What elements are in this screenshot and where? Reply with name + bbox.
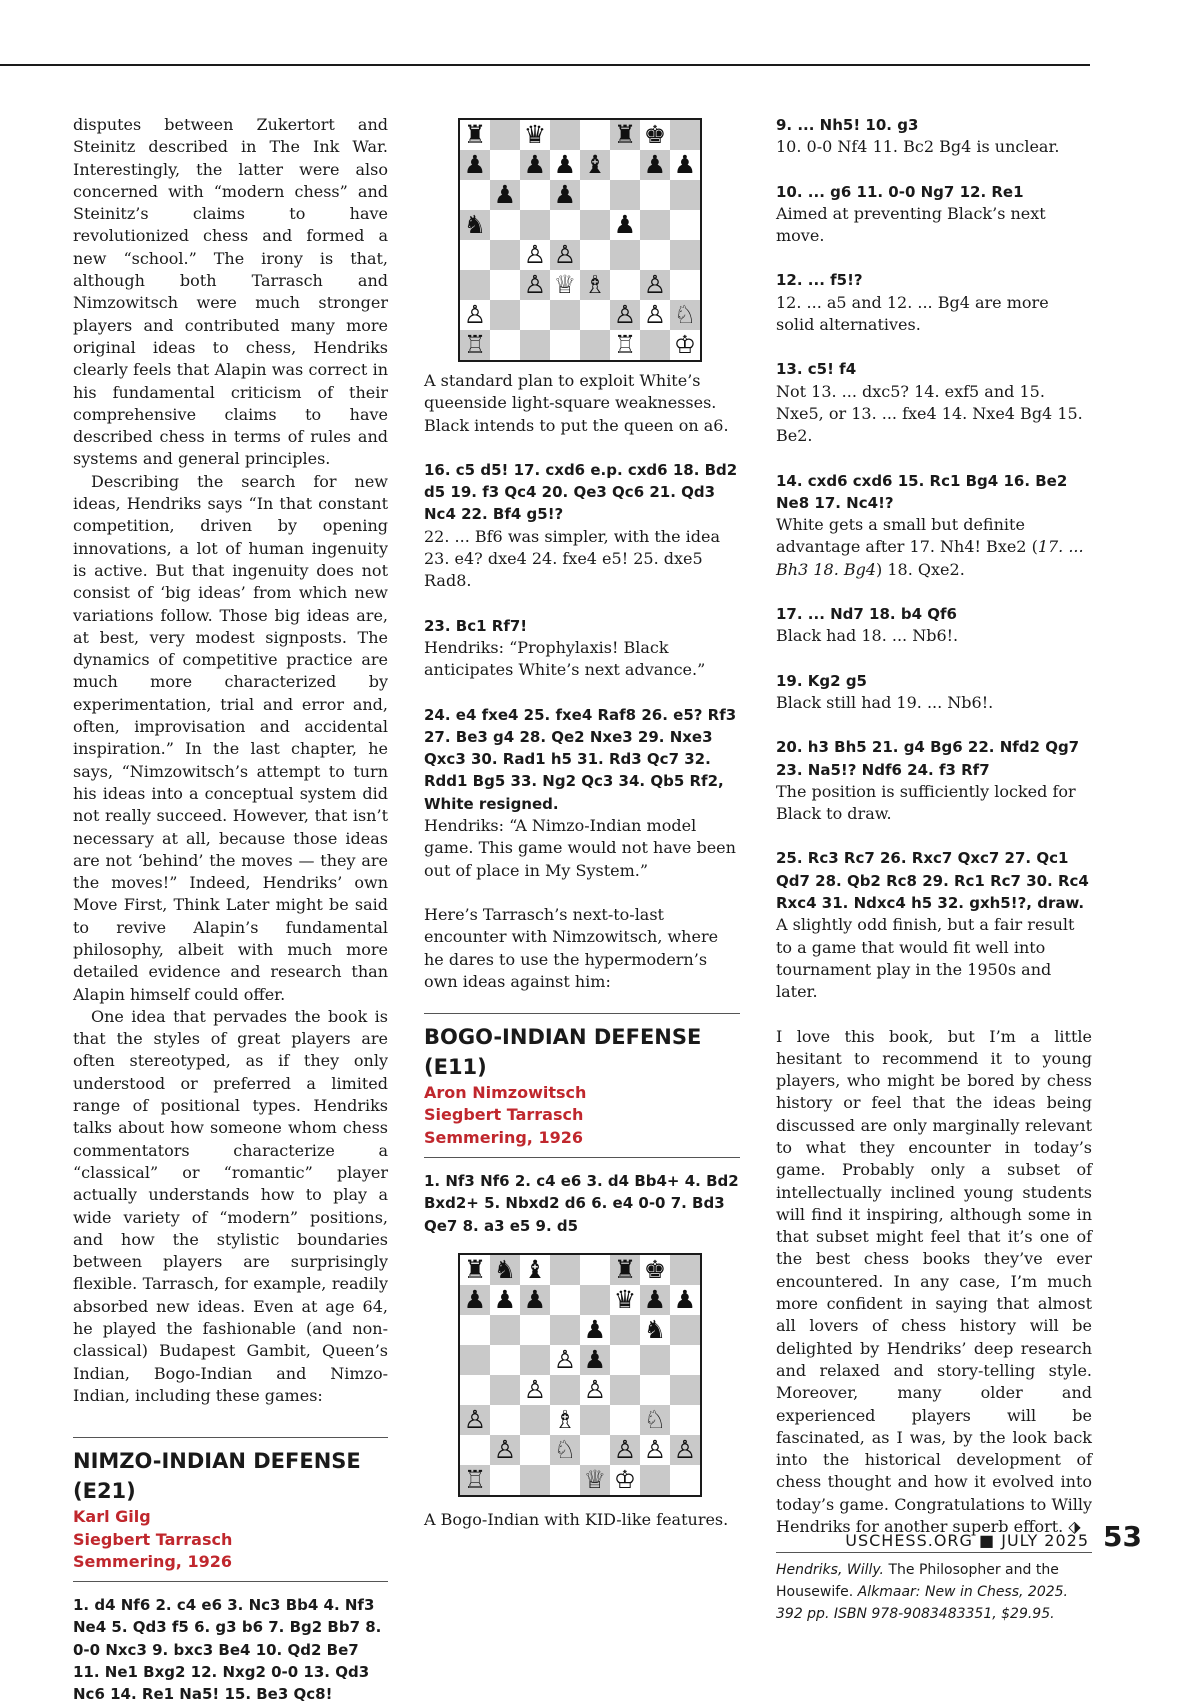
chess-piece-icon: ♟ bbox=[460, 1285, 490, 1315]
annotation: Hendriks: “Prophylaxis! Black anticipates White’s next advance.” bbox=[424, 637, 706, 680]
column-2 bbox=[424, 114, 740, 1531]
board-square bbox=[670, 180, 700, 210]
board-square bbox=[610, 1315, 640, 1345]
chess-piece-icon: ♝ bbox=[580, 150, 610, 180]
board-square bbox=[610, 240, 640, 270]
board-square bbox=[550, 300, 580, 330]
board-square bbox=[520, 1405, 550, 1435]
chess-piece-icon: ♗ bbox=[550, 1405, 580, 1435]
board-square bbox=[520, 180, 550, 210]
board-square bbox=[610, 270, 640, 300]
chess-piece-icon: ♞ bbox=[490, 1255, 520, 1285]
board-square bbox=[550, 330, 580, 360]
board-square bbox=[640, 210, 670, 240]
board-square bbox=[490, 270, 520, 300]
game-header-2 bbox=[424, 1013, 740, 1158]
board-square bbox=[640, 1375, 670, 1405]
chess-piece-icon: ♙ bbox=[640, 1435, 670, 1465]
board-square bbox=[460, 240, 490, 270]
white-player: Karl Gilg bbox=[73, 1507, 151, 1527]
board-square bbox=[460, 1435, 490, 1465]
moves: 23. Bc1 Rf7! bbox=[424, 616, 528, 635]
moves: 16. c5 d5! 17. cxd6 e.p. cxd6 18. Bd2 d5 19. f3 Qc4 20. Qe3 Qc6 21. Qd3 Nc4 22. Bf4 g5!? bbox=[424, 460, 738, 524]
chess-piece-icon: ♞ bbox=[640, 1315, 670, 1345]
chess-piece-icon: ♘ bbox=[670, 300, 700, 330]
chess-piece-icon: ♟ bbox=[640, 1285, 670, 1315]
board-square bbox=[640, 180, 670, 210]
book-reference bbox=[776, 1552, 1092, 1625]
chess-piece-icon: ♙ bbox=[640, 270, 670, 300]
paragraph: Here’s Tarrasch’s next-to-last encounter with Nimzowitsch, where he dares to use the hypermodern’s own ideas against him: bbox=[424, 904, 719, 991]
chess-piece-icon: ♟ bbox=[550, 180, 580, 210]
board-square bbox=[670, 270, 700, 300]
chess-piece-icon: ♕ bbox=[550, 270, 580, 300]
board-square bbox=[670, 240, 700, 270]
board-square bbox=[520, 300, 550, 330]
game-title: BOGO-INDIAN DEFENSE (E11) bbox=[424, 1025, 702, 1080]
ref-title: The Philosopher and the Housewife. bbox=[776, 1562, 1059, 1601]
board-square bbox=[670, 1315, 700, 1345]
chess-piece-icon: ♟ bbox=[640, 150, 670, 180]
chess-piece-icon: ♖ bbox=[610, 330, 640, 360]
board-square bbox=[460, 270, 490, 300]
board-square bbox=[490, 120, 520, 150]
moves: 12. ... f5!? bbox=[776, 271, 863, 290]
chess-piece-icon: ♚ bbox=[640, 1255, 670, 1285]
board-square bbox=[580, 210, 610, 240]
moves: 20. h3 Bh5 21. g4 Bg6 22. Nfd2 Qg7 23. Na5!? Ndf6 24. f3 Rf7 bbox=[776, 738, 1080, 779]
board-square bbox=[520, 1435, 550, 1465]
chess-piece-icon: ♟ bbox=[610, 210, 640, 240]
board-square bbox=[610, 150, 640, 180]
chess-piece-icon: ♖ bbox=[460, 330, 490, 360]
event: Semmering, 1926 bbox=[424, 1127, 583, 1147]
board-square bbox=[580, 1285, 610, 1315]
chess-piece-icon: ♕ bbox=[580, 1465, 610, 1495]
chess-piece-icon: ♟ bbox=[490, 180, 520, 210]
end-mark-icon: ⬗ bbox=[1068, 1517, 1081, 1537]
annotation: Hendriks: “A Nimzo-Indian model game. This game would not have been out of place in My System.” bbox=[424, 816, 736, 880]
chess-piece-icon: ♙ bbox=[610, 300, 640, 330]
ref-publisher: Alkmaar: New in Chess, 2025. 392 pp. ISBN 978-9083483351, $29.95. bbox=[776, 1584, 1068, 1623]
chess-piece-icon: ♙ bbox=[460, 1405, 490, 1435]
moves: 1. d4 Nf6 2. c4 e6 3. Nc3 Bb4 4. Nf3 Ne4 5. Qd3 f5 6. g3 b6 7. Bg2 Bb7 8. 0-0 Nxc3 9. bxc3 Be4 10. Qd2 Be7 11. Ne1 Bxg2 12. Nxg2 0-0 13. Qd3 Nc6 14. Re1 Na5! 15. Be3 Qc8! bbox=[73, 1596, 382, 1704]
board-square bbox=[460, 180, 490, 210]
board-square bbox=[520, 1345, 550, 1375]
chess-piece-icon: ♙ bbox=[580, 1375, 610, 1405]
game-header-1 bbox=[73, 1437, 388, 1582]
board-square bbox=[640, 1465, 670, 1495]
board-square bbox=[580, 300, 610, 330]
chess-piece-icon: ♟ bbox=[670, 150, 700, 180]
board-square bbox=[490, 210, 520, 240]
moves: 25. Rc3 Rc7 26. Rxc7 Qxc7 27. Qc1 Qd7 28. Qb2 Rc8 29. Rc1 Rc7 30. Rc4 Rxc4 31. Ndxc4 h5 32. gxh5!?, draw. bbox=[776, 849, 1089, 913]
chess-piece-icon: ♙ bbox=[640, 300, 670, 330]
chess-piece-icon: ♗ bbox=[580, 270, 610, 300]
moves: 13. c5! f4 bbox=[776, 360, 857, 379]
board-square bbox=[460, 1375, 490, 1405]
caption: A standard plan to exploit White’s queenside light-square weaknesses. Black intends to put the queen on a6. bbox=[424, 371, 729, 435]
chess-piece-icon: ♟ bbox=[490, 1285, 520, 1315]
top-rule bbox=[0, 64, 1090, 66]
chess-piece-icon: ♟ bbox=[670, 1285, 700, 1315]
chess-piece-icon: ♜ bbox=[460, 120, 490, 150]
board-square bbox=[640, 330, 670, 360]
chess-piece-icon: ♜ bbox=[610, 120, 640, 150]
chess-piece-icon: ♔ bbox=[670, 330, 700, 360]
board-square bbox=[580, 120, 610, 150]
board-square bbox=[520, 1465, 550, 1495]
board-square bbox=[460, 1345, 490, 1375]
black-player: Siegbert Tarrasch bbox=[424, 1105, 584, 1125]
board-square bbox=[550, 1285, 580, 1315]
board-square bbox=[640, 1345, 670, 1375]
chess-piece-icon: ♙ bbox=[550, 240, 580, 270]
moves: 14. cxd6 cxd6 15. Rc1 Bg4 16. Be2 Ne8 17. Nc4!? bbox=[776, 471, 1068, 512]
board-square bbox=[520, 330, 550, 360]
page-number: 53 bbox=[1103, 1520, 1142, 1553]
column-1 bbox=[73, 114, 388, 1706]
chess-piece-icon: ♟ bbox=[580, 1315, 610, 1345]
moves: 24. e4 fxe4 25. fxe4 Raf8 26. e5? Rf3 27. Be3 g4 28. Qe2 Nxe3 29. Nxe3 Qxc3 30. Rad1 h5 31. Rd3 Qc7 32. Rdd1 Bg5 33. Ng2 Qc3 34. Qb5 Rf2, White resigned. bbox=[424, 705, 737, 813]
footer-site: USCHESS.ORG ■ JULY 2025 bbox=[845, 1531, 1090, 1550]
board-square bbox=[550, 1465, 580, 1495]
board-square bbox=[490, 1315, 520, 1345]
chess-piece-icon: ♝ bbox=[520, 1255, 550, 1285]
paragraph: One idea that pervades the book is that the styles of great players are often stereotyped, as if they only understood or preferred a limited range of positional types. Hendriks talks about how someone whom chess commentators characterize a “classical” or “romantic” player actually understands how to play a wide variety of “modern” positions, and how the stylistic boundaries between players are surprisingly flexible. Tarrasch, for example, readily absorbed new ideas. Even at age 64, he played the fashionable (and non-classical) Budapest Gambit, Queen’s Indian, Bogo-Indian and Nimzo-Indian, including these games: bbox=[73, 1006, 388, 1405]
moves: 1. Nf3 Nf6 2. c4 e6 3. d4 Bb4+ 4. Bd2 Bxd2+ 5. Nbxd2 d6 6. e4 0-0 7. Bd3 Qe7 8. a3 e5 9. d5 bbox=[424, 1172, 739, 1235]
annotation: 12. ... a5 and 12. ... Bg4 are more solid alternatives. bbox=[776, 292, 1049, 335]
board-square bbox=[550, 1255, 580, 1285]
annotation: The position is sufficiently locked for Black to draw. bbox=[776, 781, 1076, 824]
annotation: A slightly odd finish, but a fair result to a game that would fit well into tournament play in the 1950s and later. bbox=[776, 915, 1075, 1002]
paragraph: disputes between Zukertort and Steinitz described in The Ink War. Interestingly, the latter were also concerned with “modern chess” and Steinitz’s claims to have revolutionized chess and formed a new “school.” The irony is that, although both Tarrasch and Nimzowitsch were much stronger players and contributed many more original ideas to chess, Hendriks clearly feels that Alapin was correct in his fundamental criticism of their comprehensive claims to have described chess in terms of rules and systems and general principles. bbox=[73, 115, 388, 469]
board-square bbox=[550, 1375, 580, 1405]
chess-piece-icon: ♙ bbox=[550, 1345, 580, 1375]
board-square bbox=[490, 330, 520, 360]
chess-piece-icon: ♘ bbox=[550, 1435, 580, 1465]
annotation: 10. 0-0 Nf4 11. Bc2 Bg4 is unclear. bbox=[776, 137, 1060, 157]
moves: 19. Kg2 g5 bbox=[776, 671, 867, 690]
chess-piece-icon: ♟ bbox=[580, 1345, 610, 1375]
annotation-text: White gets a small but definite advantage after 17. Nh4! Bxe2 ( bbox=[776, 515, 1038, 557]
annotation: Black had 18. ... Nb6!. bbox=[776, 626, 959, 646]
ref-author: Hendriks, Willy. bbox=[776, 1562, 885, 1579]
board-square bbox=[550, 1315, 580, 1345]
board-square bbox=[490, 150, 520, 180]
board-square bbox=[490, 1465, 520, 1495]
board-square bbox=[670, 1345, 700, 1375]
annotation: Not 13. ... dxc5? 14. exf5 and 15. Nxe5, or 13. ... fxe4 14. Nxe4 Bg4 15. Be2. bbox=[776, 381, 1083, 446]
board-square bbox=[490, 240, 520, 270]
board-square bbox=[640, 240, 670, 270]
moves: 9. ... Nh5! 10. g3 bbox=[776, 116, 919, 134]
board-square bbox=[670, 1375, 700, 1405]
chess-piece-icon: ♙ bbox=[520, 1375, 550, 1405]
board-square bbox=[490, 1405, 520, 1435]
board-square bbox=[490, 300, 520, 330]
chess-piece-icon: ♙ bbox=[460, 300, 490, 330]
annotation: Black still had 19. ... Nb6!. bbox=[776, 692, 994, 712]
white-player: Aron Nimzowitsch bbox=[424, 1083, 587, 1103]
annotation-variation: 17. ... Bh3 18. Bg4 bbox=[776, 537, 1084, 579]
chess-piece-icon: ♟ bbox=[550, 150, 580, 180]
paragraph: Describing the search for new ideas, Hendriks says “In that constant competition, driven by opening innovations, a lot of human ingenuity is active. But that ingenuity does not consist of ‘big ideas’ from which new variations follow. Those big ideas are, at best, very modest signposts. The dynamics of competitive practice are much more characterized by experimentation, trial and error and, often, improvisation and accidental inspiration.” In the last chapter, he says, “Nimzowitsch’s attempt to turn his ideas into a conceptual system did not really succeed. However, that isn’t necessary at all, because those ideas are not ‘behind’ the moves — they are the moves!” Indeed, Hendriks’ own Move First, Think Later might be said to revive Alapin’s fundamental philosophy, albeit with much more detailed evidence and research than Alapin himself could offer. bbox=[73, 471, 388, 1004]
annotation: Aimed at preventing Black’s next move. bbox=[776, 203, 1046, 246]
event: Semmering, 1926 bbox=[73, 1551, 232, 1571]
board-square bbox=[580, 240, 610, 270]
chess-piece-icon: ♜ bbox=[610, 1255, 640, 1285]
game-title: NIMZO-INDIAN DEFENSE (E21) bbox=[73, 1449, 361, 1504]
chess-piece-icon: ♟ bbox=[520, 150, 550, 180]
chess-piece-icon: ♛ bbox=[520, 120, 550, 150]
footer bbox=[845, 1520, 1142, 1553]
board-square bbox=[490, 1345, 520, 1375]
chess-piece-icon: ♜ bbox=[460, 1255, 490, 1285]
moves: 17. ... Nd7 18. b4 Qf6 bbox=[776, 605, 957, 624]
chess-piece-icon: ♙ bbox=[520, 240, 550, 270]
board-square bbox=[520, 210, 550, 240]
annotation: 22. ... Bf6 was simpler, with the idea 23. e4? dxe4 24. fxe4 e5! 25. dxe5 Rad8. bbox=[424, 526, 721, 591]
moves: 10. ... g6 11. 0-0 Ng7 12. Re1 bbox=[776, 182, 1024, 201]
chess-piece-icon: ♔ bbox=[610, 1465, 640, 1495]
chess-piece-icon: ♚ bbox=[640, 120, 670, 150]
chess-piece-icon: ♟ bbox=[520, 1285, 550, 1315]
chess-piece-icon: ♙ bbox=[610, 1435, 640, 1465]
board-square bbox=[490, 1375, 520, 1405]
chess-piece-icon: ♛ bbox=[610, 1285, 640, 1315]
board-square bbox=[670, 120, 700, 150]
board-square bbox=[610, 1345, 640, 1375]
chess-diagram-2 bbox=[458, 1253, 702, 1497]
board-square bbox=[670, 210, 700, 240]
paragraph bbox=[776, 1026, 1092, 1539]
chess-piece-icon: ♖ bbox=[460, 1465, 490, 1495]
chess-piece-icon: ♘ bbox=[640, 1405, 670, 1435]
column-3 bbox=[776, 114, 1092, 1625]
board-square bbox=[670, 1405, 700, 1435]
chess-piece-icon: ♙ bbox=[520, 270, 550, 300]
board-square bbox=[610, 1375, 640, 1405]
chess-piece-icon: ♙ bbox=[490, 1435, 520, 1465]
board-square bbox=[610, 180, 640, 210]
board-square bbox=[460, 1315, 490, 1345]
board-square bbox=[580, 180, 610, 210]
board-square bbox=[670, 1465, 700, 1495]
board-square bbox=[550, 120, 580, 150]
board-square bbox=[520, 1315, 550, 1345]
annotation-text: ) 18. Qxe2. bbox=[876, 559, 965, 579]
board-square bbox=[610, 1405, 640, 1435]
chess-diagram-1 bbox=[458, 118, 702, 362]
chess-piece-icon: ♙ bbox=[670, 1435, 700, 1465]
annotation bbox=[776, 514, 1092, 581]
caption: A Bogo-Indian with KID-like features. bbox=[424, 1509, 729, 1529]
board-square bbox=[580, 330, 610, 360]
board-square bbox=[580, 1255, 610, 1285]
board-square bbox=[550, 210, 580, 240]
board-square bbox=[580, 1405, 610, 1435]
chess-piece-icon: ♞ bbox=[460, 210, 490, 240]
board-square bbox=[580, 1435, 610, 1465]
black-player: Siegbert Tarrasch bbox=[73, 1529, 233, 1549]
chess-piece-icon: ♟ bbox=[460, 150, 490, 180]
paragraph-text: I love this book, but I’m a little hesitant to recommend it to young players, who might be bored by chess history or feel that the ideas being discussed are only marginally relevant to what they encounter in today’s game. Probably only a subset of intellectually inclined young students will find it inspiring, although some in that subset might feel that it’s one of the best chess books they’ve ever encountered. In any case, I’m much more confident in saying that almost all lovers of chess history will be delighted by Hendriks’ deep research and relaxed and story-telling style. Moreover, many older and experienced players will be fascinated, as I was, by the look back into the historical development of chess thought and how it evolved into today’s game. Congratulations to Willy Hendriks for another superb effort. bbox=[776, 1026, 1092, 1537]
board-square bbox=[670, 1255, 700, 1285]
